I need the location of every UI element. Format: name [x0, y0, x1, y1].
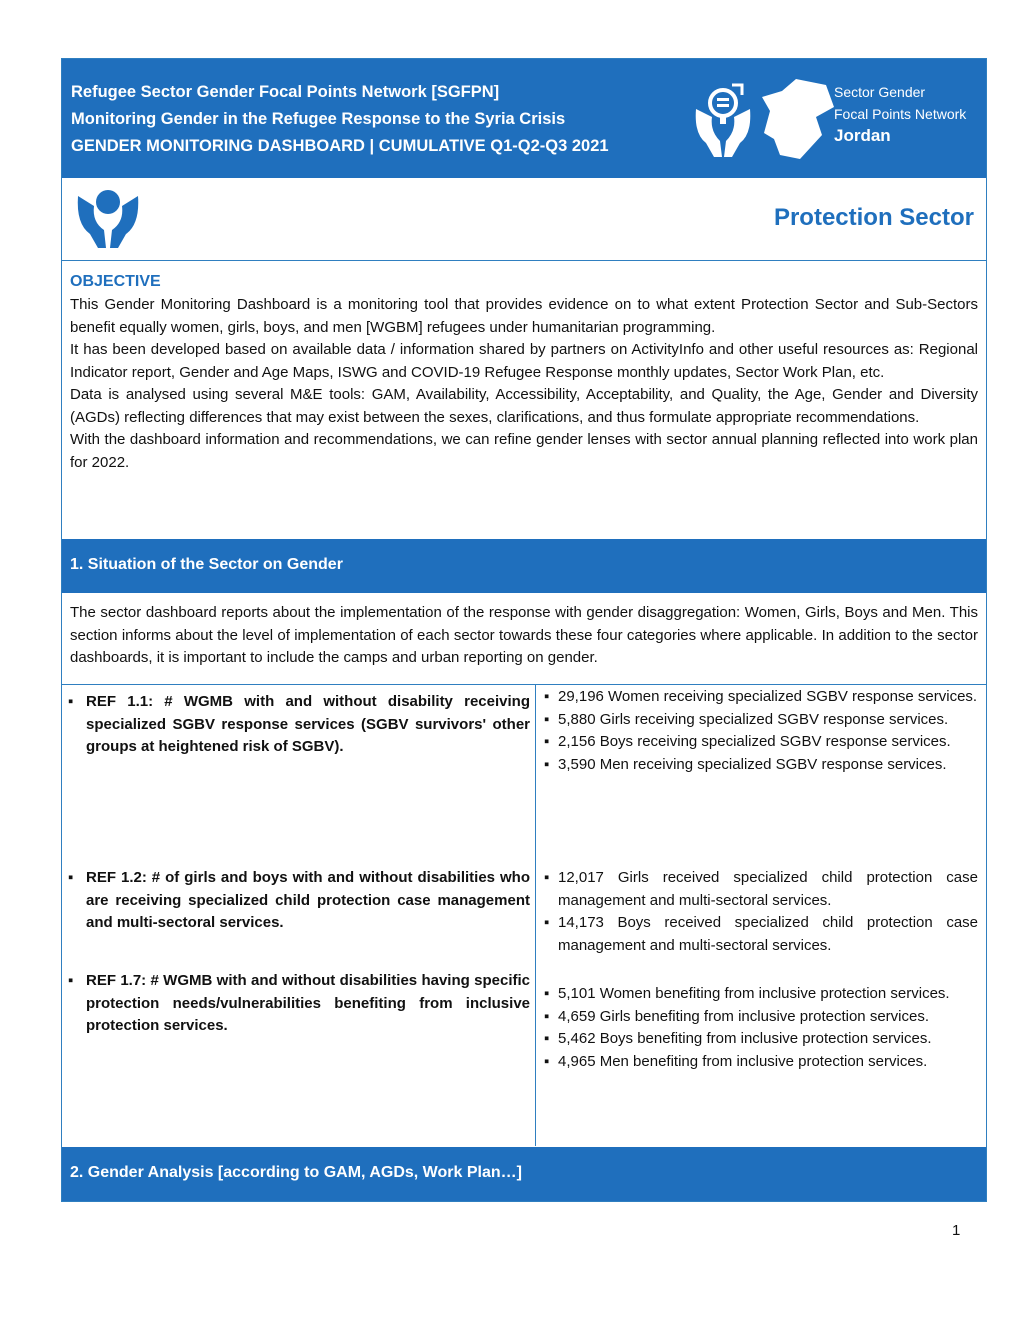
list-item: ▪ 4,965 Men benefiting from inclusive protection services.: [544, 1051, 978, 1074]
objective-paragraph: With the dashboard information and recommendations, we can refine gender lenses with sector annual planning reflected into work plan for 2022.: [70, 431, 978, 471]
objective-paragraph: This Gender Monitoring Dashboard is a monitoring tool that provides evidence on to what extent Protection Sector and Sub-Sectors benefit equally women, girls, boys, and men [WGBM] refugees under humanitarian programming.: [70, 296, 978, 336]
sector-header: [62, 178, 986, 261]
gender-hands-icon: [692, 79, 754, 159]
bullet-icon: ▪: [68, 869, 74, 886]
list-item: ▪ 14,173 Boys received specialized child protection case management and multi-sectoral services.: [544, 912, 978, 957]
report-subtitle: Monitoring Gender in the Refugee Response to the Syria Crisis: [71, 110, 566, 128]
network-logo: [690, 75, 980, 165]
section2-heading: 2. Gender Analysis [according to GAM, AGDs, Work Plan…]: [62, 1147, 986, 1201]
indicator-results-1-1: [544, 686, 978, 776]
network-name: Sector Gender Focal Points Network Jordan: [834, 84, 967, 145]
list-item: ▪ 4,659 Girls benefiting from inclusive protection services.: [544, 1006, 978, 1029]
table-divider: [62, 684, 986, 685]
objective-paragraph: Data is analysed using several M&E tools: GAM, Availability, Accessibility, Acceptability, and Quality, the Age, Gender and Diversity (AGDs) reflecting differences that may exist between the sexes, clarifications, and thus formulate appropriate recommendations.: [70, 386, 978, 426]
column-divider: [535, 685, 536, 1146]
protection-icon: [76, 188, 140, 250]
list-item: ▪ 29,196 Women receiving specialized SGBV response services.: [544, 686, 978, 709]
page-number: 1: [952, 1222, 961, 1239]
indicator-ref-1-7: ▪ REF 1.7: # WGMB with and without disabilities having specific protection needs/vulnerabilities benefiting from inclusive protection services.: [68, 972, 530, 1034]
objective-section: [70, 270, 978, 474]
dashboard-title: GENDER MONITORING DASHBOARD | CUMULATIVE Q1-Q2-Q3 2021: [71, 137, 609, 155]
dashboard-frame: [61, 58, 987, 1202]
indicator-ref-1-2: ▪ REF 1.2: # of girls and boys with and without disabilities who are receiving specialized child protection case management and multi-sectoral services.: [68, 869, 530, 931]
sector-title: Protection Sector: [773, 204, 974, 231]
list-item: ▪ 5,880 Girls receiving specialized SGBV response services.: [544, 709, 978, 732]
objective-heading: OBJECTIVE: [70, 273, 161, 290]
bullet-icon: ▪: [68, 693, 74, 710]
list-item: ▪ 2,156 Boys receiving specialized SGBV response services.: [544, 731, 978, 754]
list-item: ▪ 3,590 Men receiving specialized SGBV response services.: [544, 754, 978, 777]
list-item: ▪ 5,101 Women benefiting from inclusive protection services.: [544, 983, 978, 1006]
objective-paragraph: It has been developed based on available data / information shared by partners on ActivityInfo and other useful resources as: Regional Indicator report, Gender and Age Maps, ISWG and COVID-19 Refugee Response monthly updates, Sector Work Plan, etc.: [70, 341, 978, 381]
section1-heading: 1. Situation of the Sector on Gender: [62, 539, 986, 593]
indicator-results-1-2: [544, 867, 978, 957]
list-item: ▪ 5,462 Boys benefiting from inclusive protection services.: [544, 1028, 978, 1051]
section1-intro: The sector dashboard reports about the implementation of the response with gender disaggregation: Women, Girls, Boys and Men. This section informs about the level of implementation of each sector towards these four categories where applicable. In addition to the sector dashboards, it is important to include the camps and urban reporting on gender.: [70, 604, 978, 666]
bullet-icon: ▪: [68, 972, 74, 989]
jordan-map-icon: [760, 77, 840, 161]
indicator-results-1-7: [544, 983, 978, 1073]
network-title: Refugee Sector Gender Focal Points Network [SGFPN]: [71, 83, 500, 101]
list-item: ▪ 12,017 Girls received specialized child protection case management and multi-sectoral services.: [544, 867, 978, 912]
indicator-ref-1-1: ▪ REF 1.1: # WGMB with and without disability receiving specialized SGBV response services (SGBV survivors' other groups at heightened risk of SGBV).: [68, 693, 530, 755]
header-titles: [71, 79, 609, 160]
header-banner: [62, 59, 986, 178]
